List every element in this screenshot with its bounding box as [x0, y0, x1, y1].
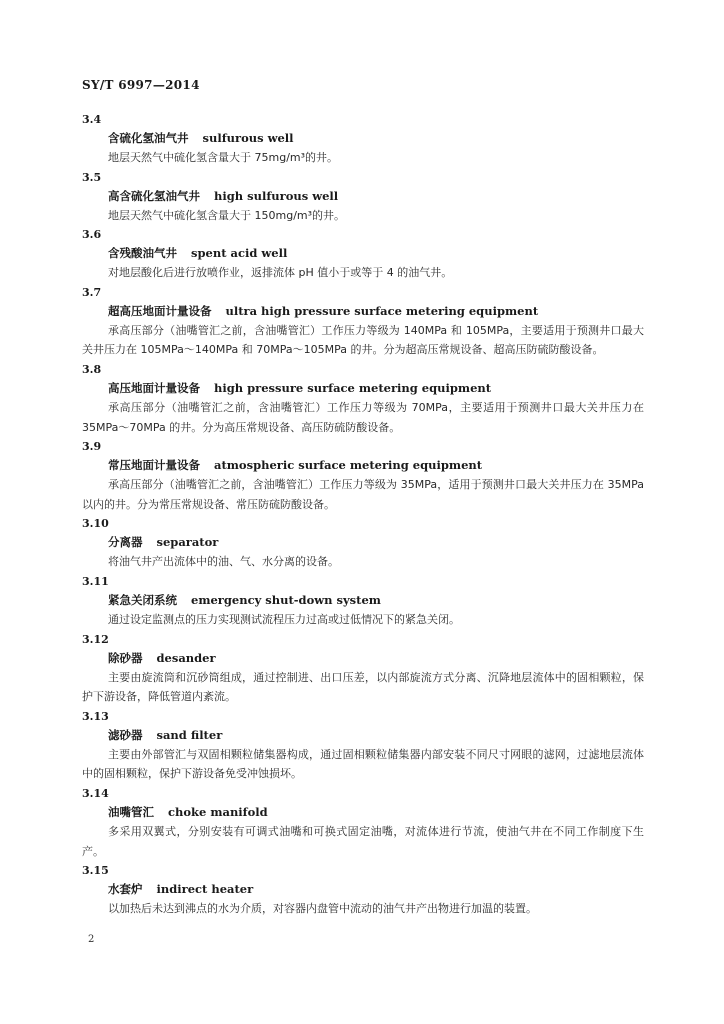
term-english: emergency shut-down system [191, 592, 381, 607]
term-heading [82, 456, 644, 475]
term-heading [82, 244, 644, 263]
term-entry [82, 437, 644, 514]
term-english: high sulfurous well [214, 188, 339, 203]
term-chinese: 滤砂器 [108, 727, 143, 742]
term-english: ultra high pressure surface metering equipment [225, 303, 539, 318]
clause-number: 3.8 [82, 362, 102, 376]
term-english: choke manifold [168, 804, 268, 819]
term-heading [82, 726, 644, 745]
clause-number: 3.12 [82, 632, 109, 646]
term-heading [82, 302, 644, 321]
term-definition: 主要由外部管汇与双固相颗粒储集器构成，通过固相颗粒储集器内部安装不同尺寸网眼的滤网，过滤地层流体中的固相颗粒，保护下游设备免受冲蚀损坏。 [82, 747, 644, 781]
term-chinese: 含硫化氢油气井 [108, 131, 189, 145]
term-english: desander [156, 650, 216, 665]
term-chinese: 水套炉 [108, 882, 143, 897]
term-heading [82, 533, 644, 552]
term-entry [82, 514, 644, 572]
term-entry [82, 110, 644, 168]
term-english: high pressure surface metering equipment [214, 380, 492, 395]
clause-number: 3.15 [82, 864, 109, 878]
term-english: sulfurous well [202, 131, 294, 145]
term-entry [82, 707, 644, 784]
term-entry [82, 861, 644, 919]
term-english: spent acid well [191, 246, 288, 261]
term-definition: 承高压部分（油嘴管汇之前，含油嘴管汇）工作压力等级为 70MPa，主要适用于预测井口最大关井压力在 35MPa～70MPa 的井。分为高压常规设备、高压防硫防酸设备。 [82, 400, 644, 434]
term-entry [82, 784, 644, 861]
term-definition: 通过设定监测点的压力实现测试流程压力过高或过低情况下的紧急关闭。 [108, 612, 460, 626]
term-heading [82, 591, 644, 610]
term-english: sand filter [156, 727, 223, 742]
standard-code-header: SY/T 6997—2014 [82, 78, 200, 92]
term-entry [82, 360, 644, 437]
term-definition: 以加热后未达到沸点的水为介质，对容器内盘管中流动的油气井产出物进行加温的装置。 [108, 902, 537, 916]
term-heading [82, 649, 644, 668]
term-chinese: 油嘴管汇 [108, 804, 154, 819]
clause-number: 3.6 [82, 228, 102, 242]
term-heading [82, 187, 644, 206]
terms-list [82, 110, 644, 919]
term-entry [82, 630, 644, 707]
term-chinese: 含残酸油气井 [108, 246, 177, 261]
term-definition: 对地层酸化后进行放喷作业，返排流体 pH 值小于或等于 4 的油气井。 [108, 266, 453, 280]
term-chinese: 除砂器 [108, 650, 143, 665]
term-heading [82, 379, 644, 398]
page-number: 2 [88, 934, 95, 945]
term-entry [82, 283, 644, 360]
term-definition: 主要由旋流筒和沉砂筒组成，通过控制进、出口压差，以内部旋流方式分离、沉降地层流体中的固相颗粒，保护下游设备，降低管道内紊流。 [82, 670, 644, 704]
term-definition: 地层天然气中硫化氢含量大于 150mg/m³的井。 [108, 208, 346, 222]
term-definition: 将油气井产出流体中的油、气、水分离的设备。 [108, 555, 339, 569]
clause-number: 3.13 [82, 709, 109, 723]
term-entry [82, 225, 644, 283]
term-english: indirect heater [156, 882, 254, 897]
term-chinese: 高含硫化氢油气井 [108, 188, 200, 203]
term-entry [82, 168, 644, 226]
term-chinese: 紧急关闭系统 [108, 592, 177, 607]
term-chinese: 超高压地面计量设备 [108, 303, 212, 318]
clause-number: 3.4 [82, 113, 102, 126]
clause-number: 3.9 [82, 440, 102, 454]
term-heading [82, 880, 644, 899]
term-definition: 地层天然气中硫化氢含量大于 75mg/m³的井。 [108, 151, 339, 164]
term-english: separator [156, 535, 219, 550]
term-definition: 承高压部分（油嘴管汇之前，含油嘴管汇）工作压力等级为 35MPa，适用于预测井口最大关井压力在 35MPa 以内的井。分为常压常规设备、常压防硫防酸设备。 [82, 478, 644, 511]
term-chinese: 常压地面计量设备 [108, 458, 200, 473]
clause-number: 3.10 [82, 517, 109, 531]
term-chinese: 分离器 [108, 535, 143, 550]
term-definition: 多采用双翼式，分别安装有可调式油嘴和可换式固定油嘴，对流体进行节流，使油气井在不同工作制度下生产。 [82, 824, 644, 858]
term-definition: 承高压部分（油嘴管汇之前，含油嘴管汇）工作压力等级为 140MPa 和 105MPa，主要适用于预测井口最大关井压力在 105MPa～140MPa 和 70MPa～105MPa 的井。分为超高压常规设备、超高压防硫防酸设备。 [82, 323, 644, 357]
term-english: atmospheric surface metering equipment [214, 458, 483, 473]
term-entry [82, 572, 644, 630]
clause-number: 3.14 [82, 786, 109, 800]
clause-number: 3.7 [82, 285, 102, 299]
term-heading [82, 803, 644, 822]
term-heading [82, 129, 644, 148]
term-chinese: 高压地面计量设备 [108, 380, 200, 395]
clause-number: 3.5 [82, 170, 102, 184]
clause-number: 3.11 [82, 574, 109, 588]
